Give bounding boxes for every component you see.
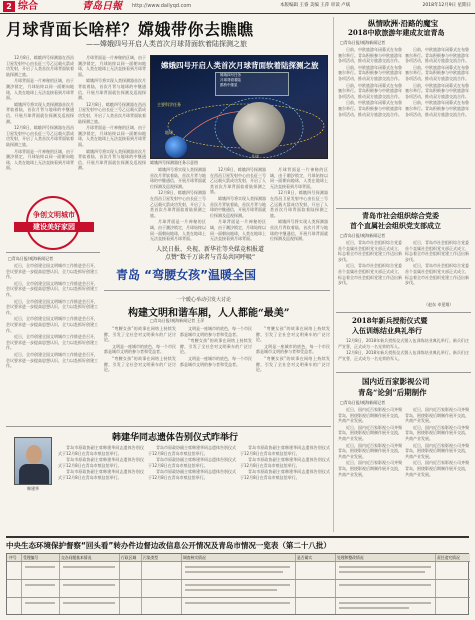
feature-col-3: “弯腰女孩”的故事在网络上持续发酵，引发了全社会对文明乘车的广泛讨论。 文明是一座城市的底色，每一个市民都是城市文明的参与者和受益者。 “弯腰女孩”的故事在网络上持续发酵，引发了全社会对文明乘车的广泛讨论。 [256, 326, 330, 373]
right-top-byline: □青岛日报/观海新闻记者 [340, 40, 386, 45]
table-row [7, 561, 470, 562]
table-title: 中央生态环境保护督察“回头看”转办件边督边改信息公开情况及青岛市情况一览表（第二十八批） [6, 541, 331, 550]
col-header: 调查核实情况 [183, 555, 206, 560]
sidebar-divider [333, 17, 334, 532]
feature-col-1: “弯腰女孩”的故事在网络上持续发酵，引发了全社会对文明乘车的广泛讨论。 文明是一座城市的底色，每一个市民都是城市文明的参与者和受益者。 “弯腰女孩”的故事在网络上持续发酵，引发了全社会对文明乘车的广泛讨论。 [104, 326, 176, 373]
right-rule-2 [336, 312, 471, 313]
feature-rule [104, 290, 330, 291]
right-bottom-subtitle: 青岛“论剑”后期制作 [358, 388, 427, 397]
feature-title: 青岛 “弯腰女孩”温暖全国 [116, 268, 256, 282]
moon-label: 月球 [251, 154, 259, 159]
col-header: 是否属实 [297, 555, 313, 560]
right-mid-title: 青岛市社会组织综合党委 [362, 211, 439, 220]
portrait-caption: 韩建华 [27, 486, 39, 491]
right-low-subtitle: 入伍训练结业典礼举行 [352, 326, 422, 335]
earth-label: 地球 [165, 130, 173, 135]
col-header: 责任追究情况 [437, 555, 460, 560]
issue-date: 2018年12月9日 星期日 [422, 3, 471, 8]
badge-line-1: 争创文明城市 [33, 211, 75, 219]
portrait-photo [14, 437, 52, 485]
section-name: 综合 [18, 1, 38, 12]
lead-column-2: 月球背面是一片神秘的区域，由于潮汐锁定，月球始终以同一面朝向地球，人类在地球上无法直接看到月球背面。 嫦娥四号将实现人类探测器首次月背软着陆，首次月背与地球的中继通信，开展月球背面就位探测及巡视探测。 12月8日，嫦娥四号探测器在西昌卫星发射中心由长征三号乙运载火箭成功发射，开启了人类首次月球背面软着陆探测之旅。 月球背面是一片神秘的区域，由于潮汐锁定，月球始终以同一面朝向地球，人类在地球上无法直接看到月球背面。 嫦娥四号将实现人类探测器首次月背软着陆，首次月背与地球的中继通信，开展月球背面就位探测及巡视探测。 [78, 55, 146, 171]
lead-headline: 月球背面长啥样？嫦娥带你去瞧瞧 [6, 20, 254, 39]
left-mid-byline: □青岛日报/观海新闻记者 [8, 256, 54, 261]
obituary-rule [6, 426, 331, 427]
table-row [7, 579, 470, 580]
editor-line: 本版编辑 王睿 美编 王萍 审读 卢斌 [280, 3, 351, 8]
obituary-headline: 韩建华同志遗体告别仪式昨举行 [112, 433, 239, 443]
lead-column-3: 嫦娥四号将实现人类探测器首次月背软着陆，首次月背与地球的中继通信，开展月球背面就位探测及巡视探测。 12月8日，嫦娥四号探测器在西昌卫星发射中心由长征三号乙运载火箭成功发射，开启了人类首次月球背面软着陆探测之旅。 月球背面是一片神秘的区域，由于潮汐锁定，月球始终以同一面朝向地球，人类在地球上无法直接看到月球背面。 [150, 167, 206, 241]
table-top-rule [6, 536, 469, 538]
graphic-caption: 嫦娥四号探测器任务示意图 [150, 160, 198, 165]
col-header: 处理和整改情况 [337, 555, 364, 560]
right-mid-col-2: 近日，青岛市社会组织综合党委首个直属社会组织党支部正式成立，标志着全市社会组织党建工作迈出新步伐。 近日，青岛市社会组织综合党委首个直属社会组织党支部正式成立，标志着全市社会组织党建工作迈出新步伐。 [405, 240, 469, 286]
civilization-badge [14, 196, 94, 250]
left-mid-body: 近日，全市创建全国文明城市工作推进会召开，会议要求进一步提高思想认识，全力以赴抓好创建工作。 近日，全市创建全国文明城市工作推进会召开，会议要求进一步提高思想认识，全力以赴抓好创建工作。 近日，全市创建全国文明城市工作推进会召开，会议要求进一步提高思想认识，全力以赴抓好创建工作。 近日，全市创建全国文明城市工作推进会召开，会议要求进一步提高思想认识，全力以赴抓好创建工作。 近日，全市创建全国文明城市工作推进会召开，会议要求进一步提高思想认识，全力以赴抓好创建工作。 近日，全市创建全国文明城市工作推进会召开，会议要求进一步提高思想认识，全力以赴抓好创建工作。 [6, 263, 98, 369]
disclosure-table [6, 553, 469, 615]
lead-subhead: ——嫦娥四号开启人类首次月球背面软着陆探测之旅 [86, 40, 247, 48]
obituary-col-2: 青岛市原政协副主席韩建华同志遗体告别仪式于12月8日在青岛市殡仪馆举行。 青岛市原政协副主席韩建华同志遗体告别仪式于12月8日在青岛市殡仪馆举行。 青岛市原政协副主席韩建华同志遗体告别仪式于12月8日在青岛市殡仪馆举行。 [148, 445, 236, 480]
obituary-col-3: 青岛市原政协副主席韩建华同志遗体告别仪式于12月8日在青岛市殡仪馆举行。 青岛市原政协副主席韩建华同志遗体告别仪式于12月8日在青岛市殡仪馆举行。 青岛市原政协副主席韩建华同志遗体告别仪式于12月8日在青岛市殡仪馆举行。 [240, 445, 330, 480]
col-header: 交办问题基本情况 [61, 555, 92, 560]
right-rule-1 [336, 208, 471, 209]
right-top-col-2: 日前，中欧旅游年闭幕式在布鲁塞尔举行。青岛积极参与中欧旅游年各项活动，推动双方旅游交流合作。 日前，中欧旅游年闭幕式在布鲁塞尔举行。青岛积极参与中欧旅游年各项活动，推动双方旅游交流合作。 日前，中欧旅游年闭幕式在布鲁塞尔举行。青岛积极参与中欧旅游年各项活动，推动双方旅游交流合作。 日前，中欧旅游年闭幕式在布鲁塞尔举行。青岛积极参与中欧旅游年各项活动，推动双方旅游交流合作。 [405, 47, 469, 117]
masthead [0, 0, 475, 14]
left-rule [6, 252, 100, 253]
feature-mini-head: 构建文明和谐车厢，人人都能“最美” [128, 308, 290, 319]
earth-icon [165, 136, 187, 158]
obituary-col-1: 青岛市原政协副主席韩建华同志遗体告别仪式于12月8日在青岛市殡仪馆举行。 青岛市原政协副主席韩建华同志遗体告别仪式于12月8日在青岛市殡仪馆举行。 青岛市原政协副主席韩建华同志遗体告别仪式于12月8日在青岛市殡仪馆举行。 [58, 445, 144, 480]
feature-mini-title: 一个暖心举动引发大讨论 [176, 297, 232, 303]
table-header-row [7, 554, 470, 561]
right-bottom-col-2: 近日，国内近百家影视公司齐聚青岛，围绕影视后期制作展开交流，共商产业发展。 近日，国内近百家影视公司齐聚青岛，围绕影视后期制作展开交流，共商产业发展。 近日，国内近百家影视公司齐聚青岛，围绕影视后期制作展开交流，共商产业发展。 近日，国内近百家影视公司齐聚青岛，围绕影视后期制作展开交流，共商产业发展。 [405, 407, 469, 477]
right-low-body: 12月8日，2018年新兵授衔仪式暨入伍训练结业典礼举行。新兵们庄严宣誓，正式成为一名光荣的军人。 12月8日，2018年新兵授衔仪式暨入伍训练结业典礼举行。新兵们庄严宣誓，正式成为一名光荣的军人。 [338, 338, 469, 361]
lead-column-1: 12月8日，嫦娥四号探测器在西昌卫星发射中心由长征三号乙运载火箭成功发射，开启了人类首次月球背面软着陆探测之旅。 月球背面是一片神秘的区域，由于潮汐锁定，月球始终以同一面朝向地球，人类在地球上无法直接看到月球背面。 嫦娥四号将实现人类探测器首次月背软着陆，首次月背与地球的中继通信，开展月球背面就位探测及巡视探测。 12月8日，嫦娥四号探测器在西昌卫星发射中心由长征三号乙运载火箭成功发射，开启了人类首次月球背面软着陆探测之旅。 月球背面是一片神秘的区域，由于潮汐锁定，月球始终以同一面朝向地球，人类在地球上无法直接看到月球背面。 [6, 55, 74, 171]
col-header: 行政区域 [121, 555, 137, 560]
col-header: 受理编号 [23, 555, 39, 560]
right-mid-credit: （赵东 卓见翔） [424, 302, 454, 307]
newspaper-logo: 青岛日報 [82, 1, 122, 12]
right-bottom-title: 国内近百家影视公司 [362, 377, 430, 386]
right-mid-subtitle: 首个直属社会组织党支部成立 [350, 221, 441, 230]
col-header: 序号 [9, 555, 17, 560]
right-rule-3 [336, 372, 471, 373]
site-url[interactable]: http://www.dailyqd.com [132, 3, 192, 9]
lead-column-4: 12月8日，嫦娥四号探测器在西昌卫星发射中心由长征三号乙运载火箭成功发射，开启了人类首次月球背面软着陆探测之旅。 嫦娥四号将实现人类探测器首次月背软着陆，首次月背与地球的中继通信，开展月球背面就位探测及巡视探测。 月球背面是一片神秘的区域，由于潮汐锁定，月球始终以同一面朝向地球，人类在地球上无法直接看到月球背面。 [210, 167, 266, 241]
right-top-title: 纵情欧洲·沿路的魔宝 [368, 19, 439, 28]
feature-byline: □青岛日报/观海新闻记者 王萍 [150, 318, 205, 323]
page-number: 2 [3, 1, 15, 12]
science-label: 主要科学任务 [157, 102, 181, 107]
right-mid-byline: □青岛日报/观海新闻记者 [340, 233, 386, 238]
graphic-title: 嫦娥四号开启人类首次月球背面软着陆探测之旅 [161, 61, 319, 70]
right-top-col-1: 日前，中欧旅游年闭幕式在布鲁塞尔举行。青岛积极参与中欧旅游年各项活动，推动双方旅游交流合作。 日前，中欧旅游年闭幕式在布鲁塞尔举行。青岛积极参与中欧旅游年各项活动，推动双方旅游交流合作。 日前，中欧旅游年闭幕式在布鲁塞尔举行。青岛积极参与中欧旅游年各项活动，推动双方旅游交流合作。 日前，中欧旅游年闭幕式在布鲁塞尔举行。青岛积极参与中欧旅游年各项活动，推动双方旅游交流合作。 [338, 47, 402, 117]
lead-column-5: 月球背面是一片神秘的区域，由于潮汐锁定，月球始终以同一面朝向地球，人类在地球上无法直接看到月球背面。 12月8日，嫦娥四号探测器在西昌卫星发射中心由长征三号乙运载火箭成功发射，开启了人类首次月球背面软着陆探测之旅。 嫦娥四号将实现人类探测器首次月背软着陆，首次月背与地球的中继通信，开展月球背面就位探测及巡视探测。 [270, 167, 328, 241]
table-row [7, 597, 470, 598]
right-bottom-byline: □青岛日报/观海新闻记者 [340, 400, 386, 405]
feature-kicker: 人民日报、央视、新华社等央媒竞相报道 点赞“数千万读者与青岛共同呼吸” [155, 246, 264, 261]
feature-col-2: 文明是一座城市的底色，每一个市民都是城市文明的参与者和受益者。 “弯腰女孩”的故事在网络上持续发酵，引发了全社会对文明乘车的广泛讨论。 文明是一座城市的底色，每一个市民都是城市文明的参与者和受益者。 [180, 326, 252, 367]
right-top-subtitle: 2018中欧旅游年建成友谊青岛 [348, 28, 445, 37]
col-header: 污染类型 [143, 555, 159, 560]
right-low-title: 2018年新兵授衔仪式暨 [352, 316, 428, 325]
right-mid-col-1: 近日，青岛市社会组织综合党委首个直属社会组织党支部正式成立，标志着全市社会组织党建工作迈出新步伐。 近日，青岛市社会组织综合党委首个直属社会组织党支部正式成立，标志着全市社会组织党建工作迈出新步伐。 [338, 240, 402, 286]
moon-icon [233, 102, 285, 154]
graphic-legend: 嫦娥四号任务 月球背面着陆 鹊桥中继星 [215, 72, 289, 96]
badge-line-2: 建设美好家园 [14, 222, 94, 232]
change4-mission-graphic [150, 55, 328, 159]
right-bottom-col-1: 近日，国内近百家影视公司齐聚青岛，围绕影视后期制作展开交流，共商产业发展。 近日，国内近百家影视公司齐聚青岛，围绕影视后期制作展开交流，共商产业发展。 近日，国内近百家影视公司齐聚青岛，围绕影视后期制作展开交流，共商产业发展。 近日，国内近百家影视公司齐聚青岛，围绕影视后期制作展开交流，共商产业发展。 [338, 407, 402, 477]
